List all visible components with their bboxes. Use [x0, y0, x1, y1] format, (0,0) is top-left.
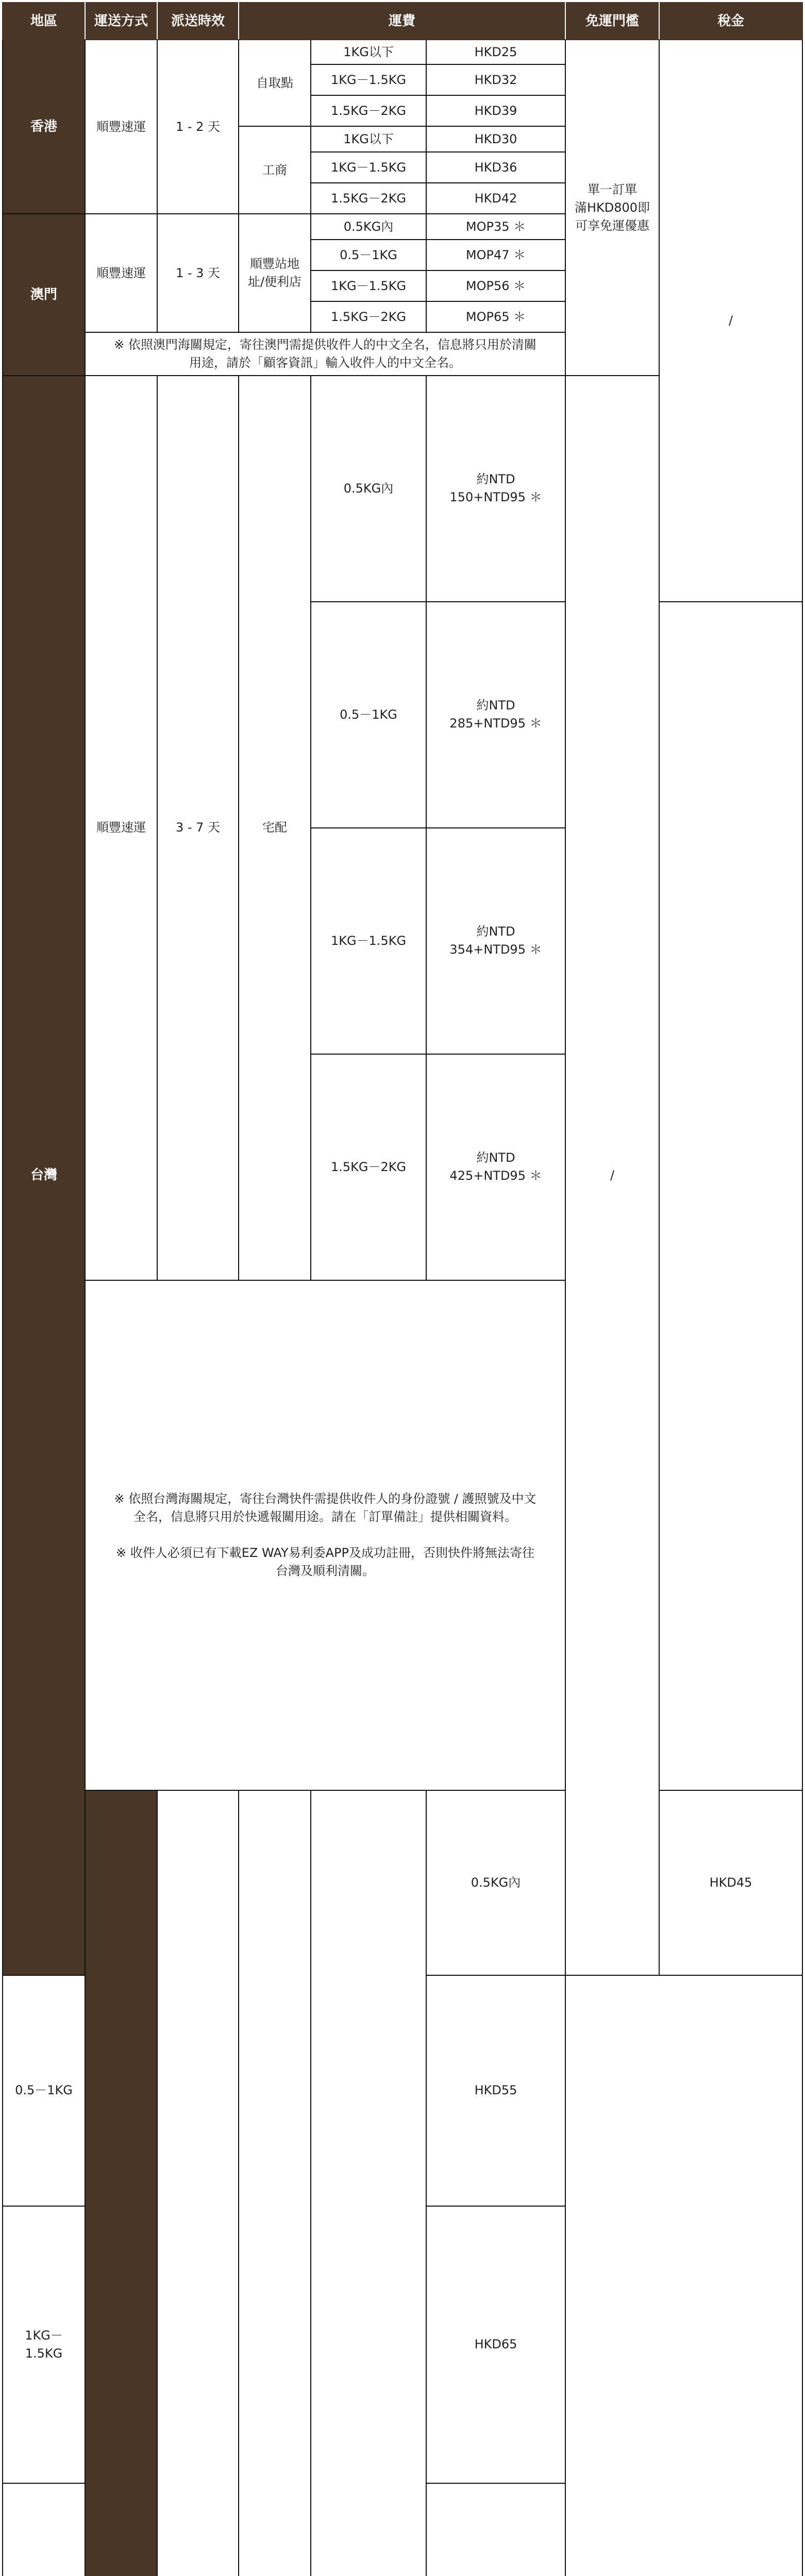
mo-time: 1 - 3 天 [157, 214, 239, 332]
free-threshold-other: / [565, 376, 659, 1975]
table-row [3, 1790, 802, 1975]
cn-time [239, 1790, 311, 2576]
weight-cell: 1KG以下 [311, 40, 426, 64]
hk-type-pickup: 自取點 [239, 40, 311, 126]
price-cell [426, 2483, 565, 2576]
header-free-threshold: 免運門檻 [565, 3, 659, 40]
price-cell: HKD42 [426, 183, 565, 214]
weight-cell: 0.5－1KG [311, 602, 426, 828]
weight-cell: 1KG－1.5KG [311, 270, 426, 301]
tw-type: 宅配 [239, 376, 311, 1280]
taiwan-customs-note [85, 1280, 565, 1790]
shipping-table-wrapper [2, 2, 802, 2576]
weight-cell: 0.5－1KG [311, 240, 426, 270]
shipping-rates-table [2, 2, 803, 2576]
price-cell: MOP56 ＊ [426, 270, 565, 301]
region-taiwan: 台灣 [3, 376, 85, 1975]
header-fee: 運費 [239, 3, 565, 40]
price-cell: HKD55 [426, 1975, 565, 2206]
price-cell: HKD36 [426, 152, 565, 183]
macau-note-text: ※ 依照澳門海關規定，寄往澳門需提供收件人的中文全名，信息將只用於清關 用途，請於「顧客資訊」輸入收件人的中文全名。 [114, 337, 536, 370]
price-cell: MOP65 ＊ [426, 301, 565, 332]
weight-cell: 1.5KG－2KG [311, 1054, 426, 1280]
weight-cell: 1.5KG－2KG [311, 301, 426, 332]
table-row [3, 40, 802, 64]
weight-cell: 1KG－1.5KG [311, 64, 426, 95]
table-row [3, 1280, 802, 1790]
weight-cell: 1.5KG－2KG [311, 183, 426, 214]
weight-cell: 1KG－1.5KG [311, 152, 426, 183]
weight-cell: 1.5KG－2KG [311, 95, 426, 126]
price-cell: 約NTD 150+NTD95 ＊ [426, 376, 565, 602]
tw-time: 3 - 7 天 [157, 376, 239, 1280]
cn-type [311, 1790, 426, 2576]
price-cell: HKD32 [426, 64, 565, 95]
price-cell: 約NTD 285+NTD95 ＊ [426, 602, 565, 828]
weight-cell: 1KG－1.5KG [3, 2206, 85, 2483]
header-row [3, 3, 802, 40]
weight-cell: 0.5KG內 [311, 214, 426, 240]
price-cell: HKD45 [659, 1790, 802, 1975]
weight-cell: 1KG以下 [311, 126, 426, 152]
price-cell: HKD65 [426, 2206, 565, 2483]
taiwan-note-id: ※ 依照台灣海關規定，寄往台灣快件需提供收件人的身份證號 / 護照號及中文 全名，信息將只用於快遞報關用途。請在「訂單備註」提供相關資料。 [114, 1492, 536, 1524]
price-cell: 約NTD 425+NTD95 ＊ [426, 1054, 565, 1280]
header-method: 運送方式 [85, 3, 157, 40]
weight-cell: 0.5KG內 [311, 376, 426, 602]
weight-cell: 0.5－1KG [3, 1975, 85, 2206]
price-cell: MOP47 ＊ [426, 240, 565, 270]
header-tax: 稅金 [659, 3, 802, 40]
price-cell: HKD30 [426, 126, 565, 152]
header-region: 地區 [3, 3, 85, 40]
price-cell: HKD39 [426, 95, 565, 126]
mo-method: 順豐速運 [85, 214, 157, 332]
price-cell: MOP35 ＊ [426, 214, 565, 240]
region-mainland [85, 1790, 157, 2576]
weight-cell: 1KG－1.5KG [311, 828, 426, 1054]
taiwan-note-ezway: ※ 收件人必須已有下載EZ WAY易利委APP及成功註冊，否則快件將無法寄往 台灣及順利清關。 [116, 1546, 534, 1579]
free-threshold-hkmo: 單一訂單 滿HKD800即 可享免運優惠 [565, 40, 659, 376]
cn-method [157, 1790, 239, 2576]
tax-hkmo: / [659, 40, 802, 602]
tw-method: 順豐速運 [85, 376, 157, 1280]
hk-type-business: 工商 [239, 126, 311, 214]
region-hong-kong: 香港 [3, 40, 85, 214]
hk-method: 順豐速運 [85, 40, 157, 214]
hk-time: 1 - 2 天 [157, 40, 239, 214]
mo-type: 順豐站地 址/便利店 [239, 214, 311, 332]
header-time: 派送時效 [157, 3, 239, 40]
macau-customs-note [85, 332, 565, 376]
weight-cell: 0.5KG內 [426, 1790, 565, 1975]
price-cell: 約NTD 354+NTD95 ＊ [426, 828, 565, 1054]
region-macau: 澳門 [3, 214, 85, 376]
weight-cell [3, 2483, 85, 2576]
price-cell: HKD25 [426, 40, 565, 64]
